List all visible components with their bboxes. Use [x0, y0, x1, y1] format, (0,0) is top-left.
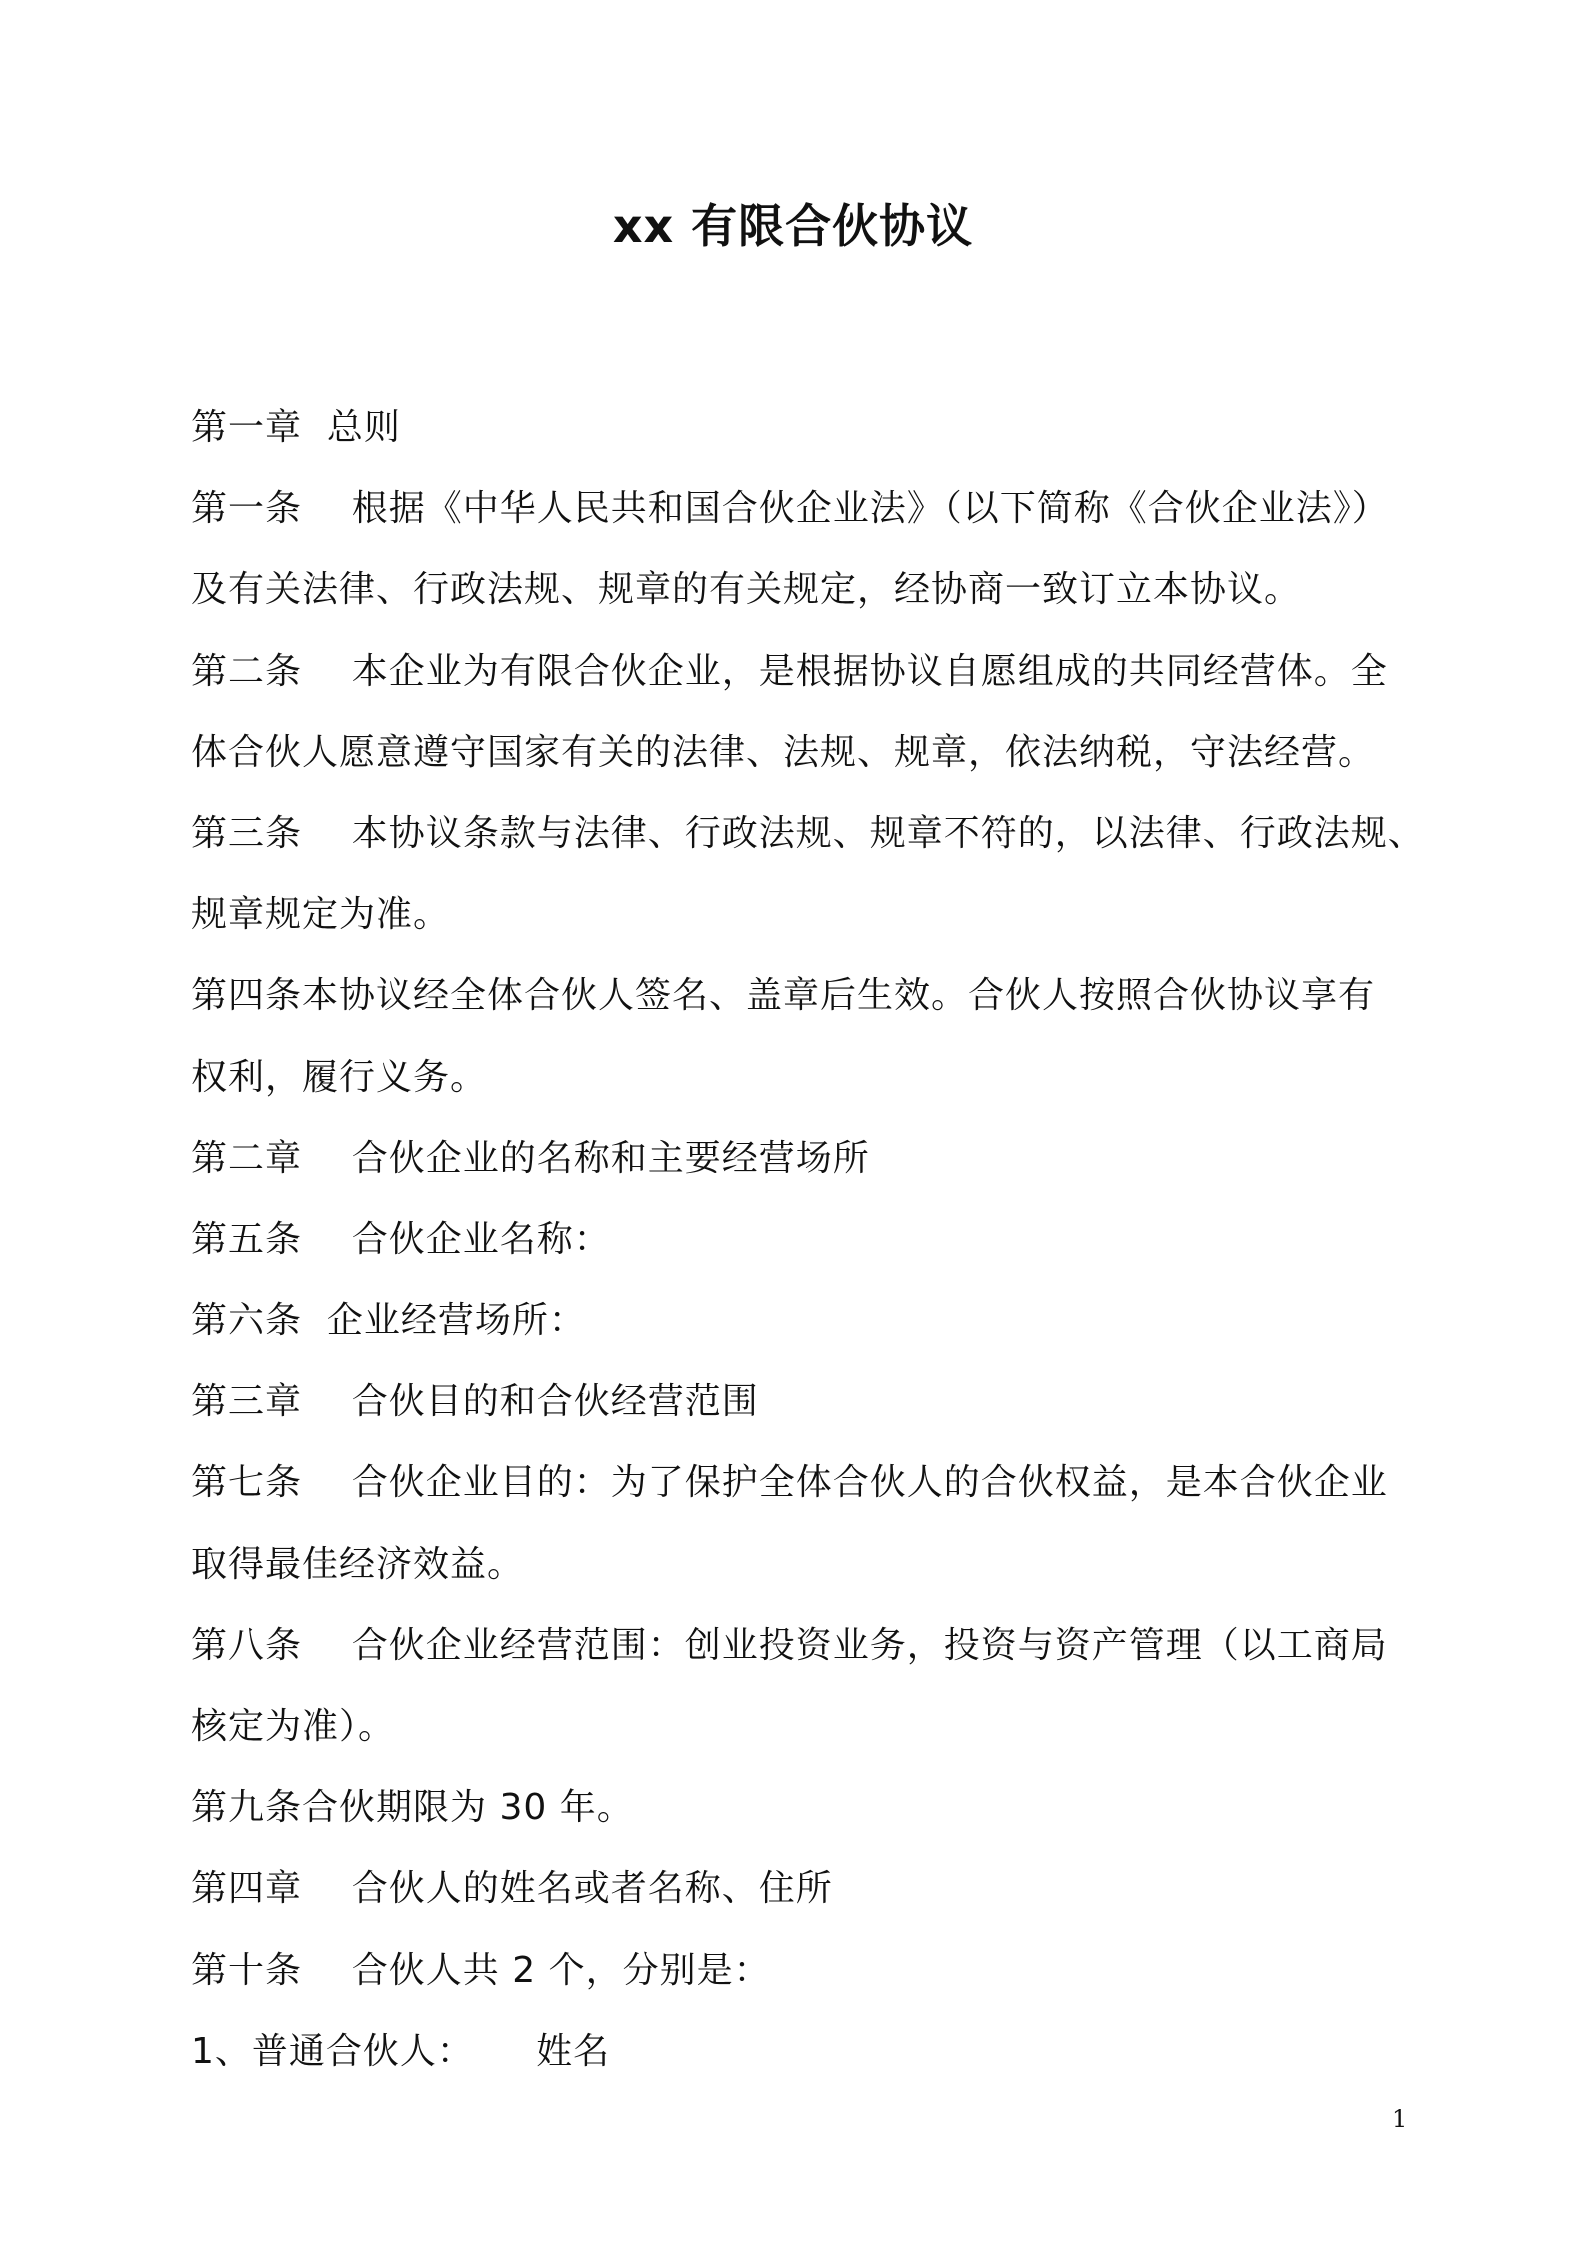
- article-2-line-1: 第二条 本企业为有限合伙企业，是根据协议自愿组成的共同经营体。全: [191, 650, 1388, 692]
- document-title: xx 有限合伙协议: [612, 199, 974, 253]
- article-5-line: 第五条 合伙企业名称：: [191, 1218, 611, 1260]
- page-number: 1: [1392, 2105, 1408, 2133]
- article-3-line-2: 规章规定为准。: [191, 894, 451, 936]
- article-10-line: 第十条 合伙人共 2 个，分别是：: [191, 1949, 771, 1991]
- general-partner-line: 1、普通合伙人： 姓名: [191, 2030, 611, 2072]
- chapter-4-heading: 第四章 合伙人的姓名或者名称、住所: [191, 1868, 833, 1910]
- article-4-line-2: 权利，履行义务。: [191, 1056, 488, 1098]
- chapter-3-heading: 第三章 合伙目的和合伙经营范围: [191, 1381, 759, 1423]
- article-9-line: 第九条合伙期限为 30 年。: [191, 1787, 634, 1829]
- article-6-line: 第六条 企业经营场所：: [191, 1300, 586, 1342]
- document-body: [191, 398, 1425, 2103]
- article-2-line-2: 体合伙人愿意遵守国家有关的法律、法规、规章，依法纳税，守法经营。: [191, 731, 1376, 773]
- article-8-line-1: 第八条 合伙企业经营范围：创业投资业务，投资与资产管理（以工商局: [191, 1624, 1388, 1666]
- article-1-line-2: 及有关法律、行政法规、规章的有关规定，经协商一致订立本协议。: [191, 569, 1302, 611]
- article-4-line-1: 第四条本协议经全体合伙人签名、盖章后生效。合伙人按照合伙协议享有: [191, 975, 1376, 1017]
- chapter-1-heading: 第一章 总则: [191, 407, 401, 448]
- article-7-line-1: 第七条 合伙企业目的：为了保护全体合伙人的合伙权益，是本合伙企业: [191, 1462, 1388, 1504]
- article-8-line-2: 核定为准）。: [191, 1706, 396, 1747]
- article-3-line-1: 第三条 本协议条款与法律、行政法规、规章不符的，以法律、行政法规、: [191, 812, 1425, 854]
- chapter-2-heading: 第二章 合伙企业的名称和主要经营场所: [191, 1137, 870, 1179]
- article-7-line-2: 取得最佳经济效益。: [191, 1543, 525, 1585]
- article-1-line-1: 第一条 根据《中华人民共和国合伙企业法》（以下简称《合伙企业法》）: [191, 488, 1389, 530]
